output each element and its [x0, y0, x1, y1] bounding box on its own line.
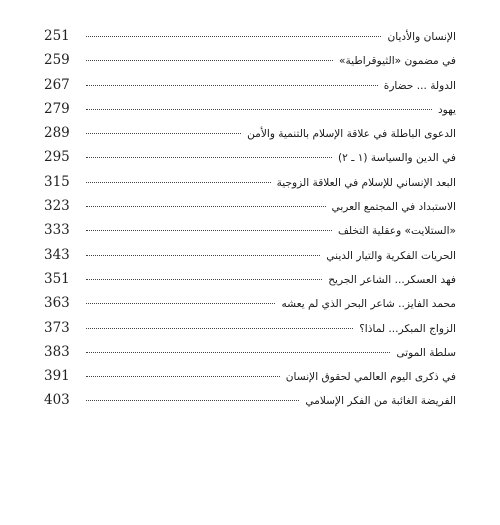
page-number: 251 — [44, 28, 70, 44]
dot-leader — [86, 206, 326, 207]
entry-title: في ذكرى اليوم العالمي لحقوق الإنسان — [285, 371, 456, 384]
dot-leader — [86, 182, 271, 183]
dot-leader — [86, 157, 332, 158]
dot-leader — [86, 60, 333, 61]
entry-title: محمد الفايز.. شاعر البحر الذي لم يعشه — [281, 298, 456, 311]
toc-entry[interactable] — [44, 392, 456, 416]
page-number: 403 — [44, 392, 70, 409]
toc-entry[interactable] — [44, 320, 456, 344]
entry-title: الدولة ... حضارة — [383, 79, 456, 92]
toc-entry[interactable] — [44, 125, 456, 149]
entry-title: فهد العسكر... الشاعر الجريح — [328, 273, 456, 286]
page-number: 295 — [44, 149, 70, 166]
entry-title: في الدين والسياسة (١ ـ ٢) — [338, 152, 456, 165]
entry-title: «الستلايت» وعقلية التخلف — [337, 225, 456, 238]
entry-title: الفريضة الغائبة من الفكر الإسلامي — [305, 395, 456, 408]
dot-leader — [86, 133, 241, 134]
dot-leader — [86, 109, 432, 110]
page-number: 391 — [44, 368, 70, 385]
entry-title: سلطة الموتى — [396, 346, 456, 359]
entry-title: يهود — [437, 103, 456, 116]
dot-leader — [86, 279, 322, 280]
dot-leader — [86, 85, 378, 86]
page-number: 363 — [44, 295, 70, 312]
toc-entry[interactable] — [44, 52, 456, 76]
toc-entry[interactable] — [44, 368, 456, 392]
page-number: 383 — [44, 343, 70, 360]
entry-title: الحريات الفكرية والتيار الديني — [326, 249, 456, 262]
dot-leader — [86, 328, 353, 329]
entry-title: البعد الإنساني للإسلام في العلاقة الزوجية — [276, 176, 456, 189]
page-number: 373 — [44, 319, 70, 336]
dot-leader — [86, 255, 320, 256]
dot-leader — [86, 36, 381, 37]
table-of-contents — [44, 28, 456, 417]
toc-entry[interactable] — [44, 174, 456, 198]
toc-entry[interactable] — [44, 295, 456, 319]
toc-entry[interactable] — [44, 77, 456, 101]
page-number: 279 — [44, 100, 70, 117]
toc-entry[interactable] — [44, 198, 456, 222]
dot-leader — [86, 376, 280, 377]
page-number: 333 — [44, 222, 70, 239]
toc-entry[interactable] — [44, 344, 456, 368]
entry-title: في مضمون «الثيوقراطية» — [338, 55, 456, 68]
entry-title: الزواج المبكر... لماذا؟ — [359, 322, 456, 335]
toc-entry[interactable] — [44, 271, 456, 295]
page-number: 351 — [44, 270, 70, 287]
dot-leader — [86, 230, 332, 231]
toc-entry[interactable] — [44, 247, 456, 271]
page-number: 289 — [44, 125, 70, 142]
toc-entry[interactable] — [44, 28, 456, 52]
toc-entry[interactable] — [44, 222, 456, 246]
entry-title: الدعوى الباطلة في علاقة الإسلام بالتنمية والأمن — [247, 128, 456, 141]
page-number: 343 — [44, 246, 70, 263]
toc-entry[interactable] — [44, 101, 456, 125]
dot-leader — [86, 400, 299, 401]
page-number: 259 — [44, 52, 70, 69]
entry-title: الإنسان والأديان — [387, 31, 456, 43]
dot-leader — [86, 303, 275, 304]
page-number: 315 — [44, 173, 70, 190]
page-number: 267 — [44, 76, 70, 93]
page-number: 323 — [44, 198, 70, 215]
entry-title: الاستبداد في المجتمع العربي — [331, 201, 456, 214]
dot-leader — [86, 352, 390, 353]
toc-entry[interactable] — [44, 149, 456, 173]
